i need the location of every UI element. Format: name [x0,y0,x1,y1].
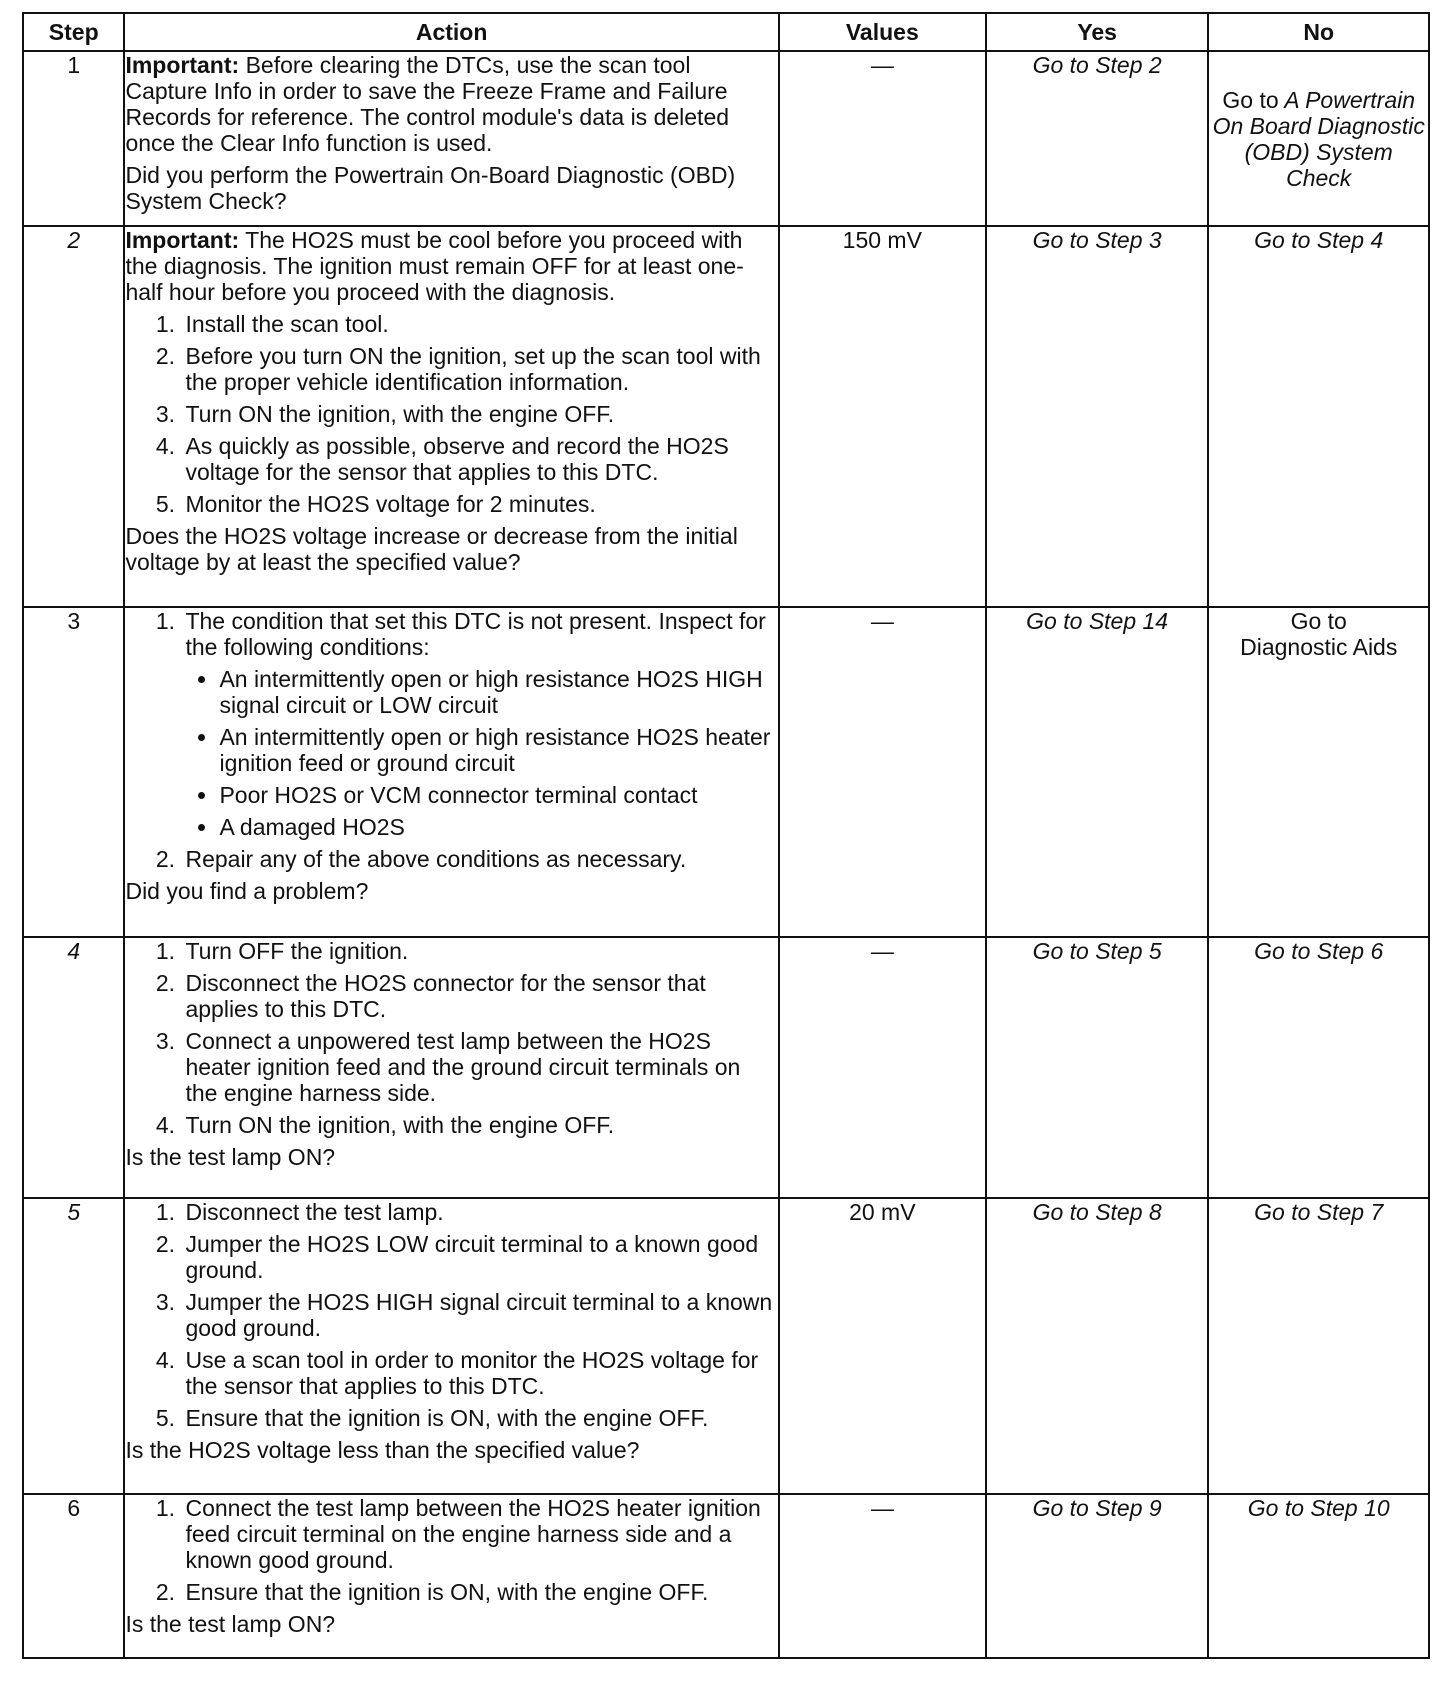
value-cell: — [779,51,986,226]
header-action: Action [124,13,778,51]
value-cell: 150 mV [779,226,986,607]
list-item: 3. Jumper the HO2S HIGH signal circuit terminal to a known good ground. [181,1289,777,1341]
important-label: Important: [125,227,240,253]
list-item: 3. Connect a unpowered test lamp between the HO2S heater ignition feed and the ground circuit terminals on the engine harness side. [181,1028,777,1106]
step-number: 6 [23,1494,124,1658]
condition-list [185,666,777,840]
action-steps [125,1199,777,1431]
list-item: 4. As quickly as possible, observe and record the HO2S voltage for the sensor that applies to this DTC. [181,433,777,485]
table-row [23,226,1429,607]
no-link: A Powertrain On Board Diagnostic (OBD) System Check [1212,86,1425,191]
yes-cell: Go to Step 9 [986,1494,1209,1658]
list-item: 1. Disconnect the test lamp. [181,1199,777,1225]
bullet-item: • An intermittently open or high resistance HO2S HIGH signal circuit or LOW circuit [219,666,777,718]
list-item: 4. Turn ON the ignition, with the engine OFF. [181,1112,777,1138]
yes-cell: Go to Step 5 [986,937,1209,1198]
diagnostic-table [22,12,1430,1659]
table-row [23,51,1429,226]
question-text: Does the HO2S voltage increase or decrease from the initial voltage by at least the specified value? [125,523,738,575]
important-note [125,227,777,305]
no-cell [1208,607,1429,937]
action-steps [125,938,777,1138]
list-item: 5. Monitor the HO2S voltage for 2 minutes. [181,491,777,517]
list-item: 1. Connect the test lamp between the HO2S heater ignition feed circuit terminal on the engine harness side and a known good ground. [181,1495,777,1573]
list-item: 1. Turn OFF the ignition. [181,938,777,964]
header-step: Step [23,13,124,51]
table-row [23,937,1429,1198]
no-cell: Go to Step 4 [1208,226,1429,607]
important-note [125,52,777,156]
no-cell [1208,51,1429,226]
important-text: Before clearing the DTCs, use the scan tool Capture Info in order to save the Freeze Frame and Failure Records for reference. The control module's data is deleted once the Clear Info function is used. [125,52,730,156]
list-item: 4. Use a scan tool in order to monitor the HO2S voltage for the sensor that applies to this DTC. [181,1347,777,1399]
table-row [23,1198,1429,1494]
action-cell [124,226,778,607]
table-row [23,1494,1429,1658]
value-cell: — [779,937,986,1198]
important-label: Important: [125,52,240,78]
action-steps [125,311,777,517]
yes-cell: Go to Step 3 [986,226,1209,607]
table-row [23,607,1429,937]
question-text: Is the test lamp ON? [125,1611,336,1637]
step-number: 1 [23,51,124,226]
step-number: 2 [23,226,124,607]
list-item: 2. Disconnect the HO2S connector for the sensor that applies to this DTC. [181,970,777,1022]
no-cell: Go to Step 10 [1208,1494,1429,1658]
bullet-item: • An intermittently open or high resistance HO2S heater ignition feed or ground circuit [219,724,777,776]
value-cell: — [779,607,986,937]
question-text: Is the test lamp ON? [125,1144,336,1170]
action-cell [124,51,778,226]
value-cell: — [779,1494,986,1658]
list-item: 3. Turn ON the ignition, with the engine OFF. [181,401,777,427]
action-steps [125,1495,777,1605]
header-values: Values [779,13,986,51]
step-number: 5 [23,1198,124,1494]
step-number: 4 [23,937,124,1198]
list-item: 1. Install the scan tool. [181,311,777,337]
bullet-item: • Poor HO2S or VCM connector terminal contact [219,782,777,808]
question-text: Did you perform the Powertrain On-Board Diagnostic (OBD) System Check? [125,162,736,214]
action-cell [124,937,778,1198]
action-cell [124,1198,778,1494]
no-cell: Go to Step 7 [1208,1198,1429,1494]
action-cell [124,607,778,937]
no-prefix: Go to [1222,86,1279,113]
list-item-text: The condition that set this DTC is not present. Inspect for the following conditions: [185,608,766,660]
yes-cell: Go to Step 14 [986,607,1209,937]
no-line-1: Go to [1290,608,1347,634]
list-item: 5. Ensure that the ignition is ON, with the engine OFF. [181,1405,777,1431]
yes-cell: Go to Step 2 [986,51,1209,226]
step-number: 3 [23,607,124,937]
action-cell [124,1494,778,1658]
yes-cell: Go to Step 8 [986,1198,1209,1494]
question-text: Did you find a problem? [125,878,369,904]
list-item: 2. Ensure that the ignition is ON, with the engine OFF. [181,1579,777,1605]
bullet-item: • A damaged HO2S [219,814,777,840]
question-text: Is the HO2S voltage less than the specified value? [125,1437,640,1463]
no-cell: Go to Step 6 [1208,937,1429,1198]
header-no: No [1208,13,1429,51]
action-steps [125,608,777,872]
header-yes: Yes [986,13,1209,51]
list-item: 2. Before you turn ON the ignition, set up the scan tool with the proper vehicle identification information. [181,343,777,395]
header-row [23,13,1429,51]
list-item [181,608,777,840]
no-line-2: Diagnostic Aids [1240,634,1398,660]
value-cell: 20 mV [779,1198,986,1494]
important-text: The HO2S must be cool before you proceed with the diagnosis. The ignition must remain OFF for at least one-half hour before you proceed with the diagnosis. [125,227,744,305]
list-item: 2. Repair any of the above conditions as necessary. [181,846,777,872]
list-item: 2. Jumper the HO2S LOW circuit terminal to a known good ground. [181,1231,777,1283]
